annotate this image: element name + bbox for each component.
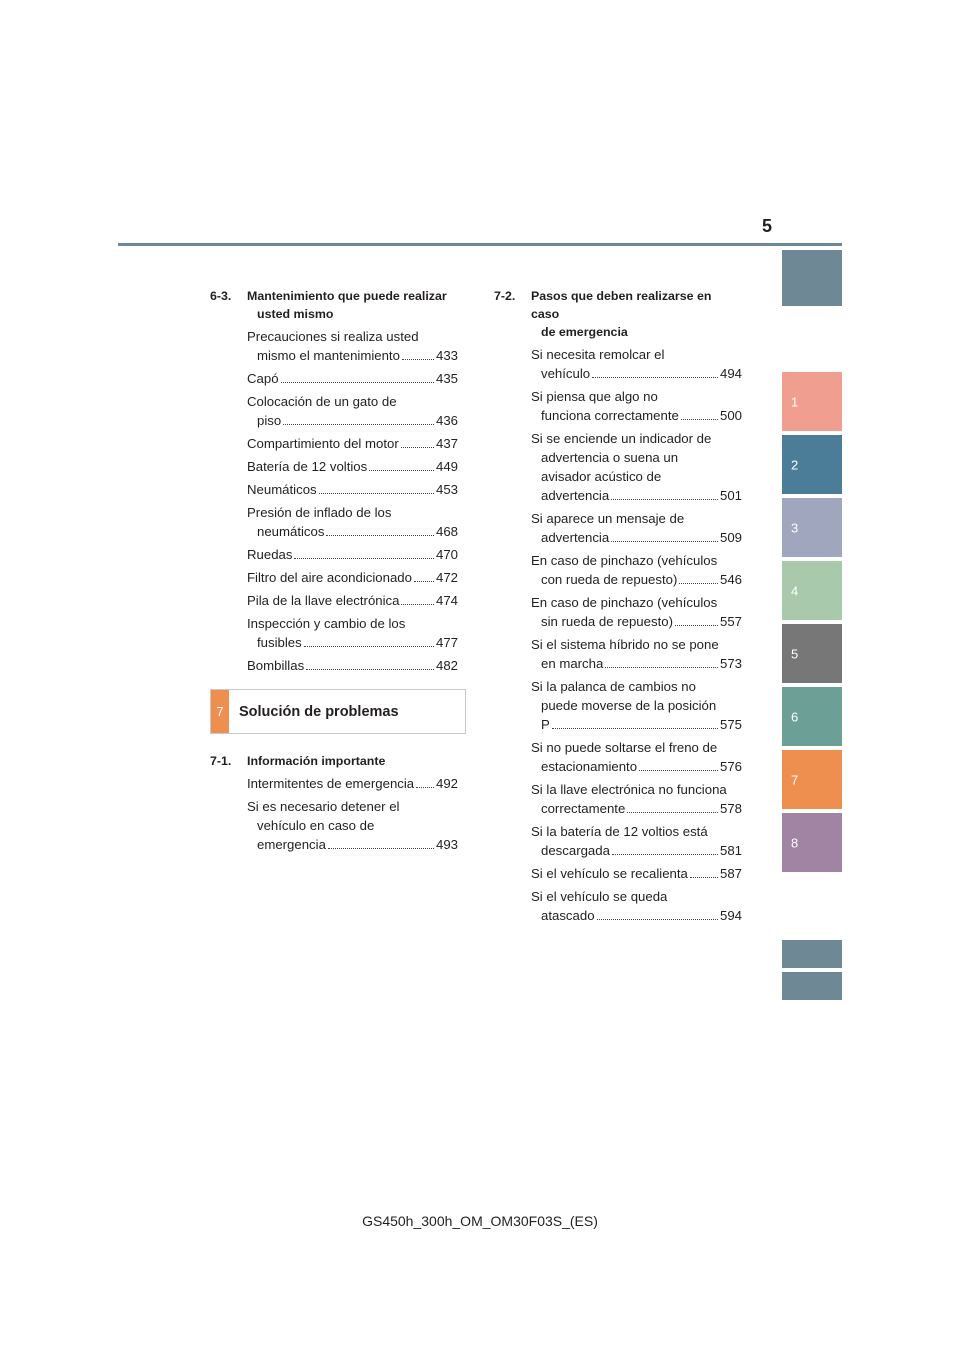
toc-page-number[interactable]: 472 [435,570,458,585]
toc-entry[interactable] [531,509,742,547]
dot-leader [326,535,434,536]
toc-entry[interactable] [247,614,458,652]
toc-entry[interactable] [531,822,742,860]
toc-entry-last-line [247,434,458,453]
dot-leader [611,541,718,542]
toc-entry-text: Capó [247,371,279,386]
toc-entry[interactable] [247,774,458,793]
toc-entry-last-line [247,568,458,587]
toc-entry-text: advertencia [541,488,610,503]
toc-entry-text: descargada [541,843,610,858]
toc-section-6-3 [210,287,458,323]
toc-entry-last-line [247,369,458,388]
toc-page-number[interactable]: 449 [435,459,458,474]
toc-entry[interactable] [247,434,458,453]
toc-entry-last-line [247,633,458,652]
toc-entry[interactable] [247,457,458,476]
toc-left-column [210,287,458,679]
dot-leader [283,424,434,425]
tab-chapter-8[interactable] [782,813,842,872]
dot-leader [592,377,718,378]
toc-entry[interactable] [247,568,458,587]
toc-entry-text: Bombillas [247,658,305,673]
toc-entry-last-line [247,457,458,476]
toc-entry-text: Si el vehículo se queda [531,889,668,904]
toc-entry[interactable] [531,635,742,673]
dot-leader [401,604,434,605]
toc-entry[interactable] [531,429,742,505]
dot-leader [294,558,434,559]
toc-entry-text: En caso de pinchazo (vehículos [531,595,718,610]
tab-blank-bottom-1[interactable] [782,940,842,968]
toc-entry-text: En caso de pinchazo (vehículos [531,553,718,568]
header-rule [118,243,842,246]
dot-leader [611,499,718,500]
section-number: 7-1. [210,754,232,768]
toc-page-number[interactable]: 581 [719,843,742,858]
toc-entry-text: Si la llave electrónica no funciona [531,782,727,797]
toc-entry-text: piso [257,413,282,428]
toc-entry-text: Si piensa que algo no [531,389,658,404]
toc-entry[interactable] [247,480,458,499]
chapter-number: 7 [211,690,229,733]
toc-entry-text: neumáticos [257,524,325,539]
toc-entry[interactable] [531,738,742,776]
toc-entry-text: Si es necesario detener el [247,799,400,814]
toc-entry-text: P [541,717,550,732]
toc-entry-last-line [247,656,458,675]
toc-entry-text: emergencia [257,837,326,852]
section-number: 7-2. [494,289,516,303]
tab-label: 4 [791,583,799,598]
dot-leader [402,359,434,360]
toc-page-number[interactable]: 500 [719,408,742,423]
toc-page-number[interactable]: 546 [719,572,742,587]
toc-page-number[interactable]: 501 [719,488,742,503]
toc-section-7-1 [210,752,458,770]
tab-label: 5 [791,646,799,661]
toc-entry-text: atascado [541,908,595,923]
toc-page-number[interactable]: 594 [719,908,742,923]
page-number: 5 [761,216,772,236]
toc-entry-text: advertencia o suena un [541,450,679,465]
section-title-line: usted mismo [257,307,334,321]
toc-entry-text: Intermitentes de emergencia [247,776,415,791]
toc-entry-last-line [247,591,458,610]
toc-entry-last-line [531,612,742,631]
toc-entry-last-line [531,906,742,925]
tab-chapter-3[interactable] [782,498,842,557]
toc-entry-last-line [531,715,742,734]
toc-entry-text: Colocación de un gato de [247,394,397,409]
toc-entry-text: Si no puede soltarse el freno de [531,740,718,755]
dot-leader [552,728,718,729]
dot-leader [605,667,718,668]
toc-section-7-2 [494,287,742,341]
dot-leader [319,493,434,494]
tab-chapter-5[interactable] [782,624,842,683]
dot-leader [612,854,718,855]
toc-page-number[interactable]: 437 [435,436,458,451]
tab-chapter-1[interactable] [782,372,842,431]
toc-entry-text: advertencia [541,530,610,545]
toc-entry-text: Si se enciende un indicador de [531,431,712,446]
dot-leader [328,848,434,849]
toc-page-number[interactable]: 436 [435,413,458,428]
toc-page-number[interactable]: 578 [719,801,742,816]
section-title-line: Pasos que deben realizarse en caso [531,289,712,321]
toc-entry-last-line [247,346,458,365]
toc-entry[interactable] [531,593,742,631]
tab-chapter-6[interactable] [782,687,842,746]
toc-entry[interactable] [247,591,458,610]
toc-entry[interactable] [247,327,458,365]
dot-leader [675,625,718,626]
section-title-line: Mantenimiento que puede realizar [247,289,447,303]
toc-entry-text: con rueda de repuesto) [541,572,678,587]
dot-leader [627,812,718,813]
toc-entry-last-line [247,545,458,564]
chapter-title: Solución de problemas [239,703,399,720]
toc-left-column-lower [210,752,458,858]
toc-right-column [494,287,742,929]
toc-entry-last-line [531,799,742,818]
section-title [247,752,458,770]
toc-entry[interactable] [247,503,458,541]
toc-entry-last-line [531,841,742,860]
toc-entry-text: vehículo [541,366,591,381]
dot-leader [639,770,718,771]
toc-entry[interactable] [531,887,742,925]
toc-entry-last-line [531,864,742,883]
toc-page-number[interactable]: 474 [435,593,458,608]
toc-entry-last-line [531,486,742,505]
toc-entry[interactable] [531,780,742,818]
toc-entry-text: Compartimiento del motor [247,436,399,451]
toc-page-number[interactable]: 575 [719,717,742,732]
chapter-heading [210,689,466,734]
toc-page-number[interactable]: 453 [435,482,458,497]
dot-leader [304,646,434,647]
toc-entry-text: Presión de inflado de los [247,505,392,520]
toc-entry-text: Si aparece un mensaje de [531,511,685,526]
toc-entry[interactable] [247,369,458,388]
tab-chapter-7[interactable] [782,750,842,809]
toc-entry[interactable] [531,387,742,425]
dot-leader [306,669,434,670]
dot-leader [281,382,434,383]
toc-entry-text: fusibles [257,635,302,650]
dot-leader [690,877,718,878]
toc-entry-text: sin rueda de repuesto) [541,614,673,629]
toc-page-number[interactable]: 573 [719,656,742,671]
toc-page-number[interactable]: 477 [435,635,458,650]
toc-entry-text: Filtro del aire acondicionado [247,570,412,585]
toc-entry-text: Batería de 12 voltios [247,459,368,474]
toc-entry[interactable] [531,677,742,734]
toc-page-number[interactable]: 587 [719,866,742,881]
dot-leader [416,787,434,788]
toc-entries [210,327,458,675]
toc-page-number[interactable]: 492 [435,776,458,791]
toc-entry-text: funciona correctamente [541,408,679,423]
dot-leader [597,919,718,920]
toc-entry-text: en marcha [541,656,604,671]
toc-entry-text: estacionamiento [541,759,638,774]
dot-leader [401,447,434,448]
toc-entry-text: puede moverse de la posición [541,698,717,713]
toc-entry-text: Si necesita remolcar el [531,347,665,362]
toc-page-number[interactable]: 494 [719,366,742,381]
tab-label: 3 [791,520,799,535]
toc-entry-text: vehículo en caso de [257,818,375,833]
dot-leader [681,419,718,420]
toc-entry-text: Pila de la llave electrónica [247,593,400,608]
section-title [531,287,742,341]
toc-entries [210,774,458,854]
toc-entry-text: avisador acústico de [541,469,662,484]
tab-blank-bottom-2[interactable] [782,972,842,1000]
tab-label: 6 [791,709,799,724]
tab-label: 7 [791,772,799,787]
toc-page-number[interactable]: 493 [435,837,458,852]
toc-entry-text: correctamente [541,801,626,816]
toc-page-number[interactable]: 557 [719,614,742,629]
section-title-line: de emergencia [541,325,628,339]
toc-entry-last-line [531,364,742,383]
toc-entry-last-line [247,835,458,854]
toc-entry[interactable] [247,656,458,675]
toc-entries [494,345,742,925]
document-footer: GS450h_300h_OM_OM30F03S_(ES) [362,1213,598,1229]
dot-leader [414,581,434,582]
tab-blank-top[interactable] [782,250,842,306]
toc-entry-text: Inspección y cambio de los [247,616,406,631]
toc-page-number[interactable]: 435 [435,371,458,386]
toc-entry[interactable] [247,797,458,854]
toc-entry-last-line [247,480,458,499]
toc-entry-text: Si el vehículo se recalienta [531,866,688,881]
tab-label: 2 [791,457,799,472]
toc-entry-last-line [531,406,742,425]
toc-entry[interactable] [247,392,458,430]
toc-entry-text: Ruedas [247,547,293,562]
toc-entry[interactable] [531,864,742,883]
tab-label: 1 [791,394,799,409]
section-title [247,287,458,323]
toc-entry[interactable] [247,545,458,564]
toc-entry-last-line [247,522,458,541]
toc-entry[interactable] [531,345,742,383]
toc-entry[interactable] [531,551,742,589]
toc-entry-last-line [247,774,458,793]
tab-chapter-4[interactable] [782,561,842,620]
toc-entry-last-line [531,528,742,547]
toc-entry-last-line [531,570,742,589]
toc-entry-last-line [247,411,458,430]
toc-entry-text: Precauciones si realiza usted [247,329,419,344]
toc-page-number[interactable]: 468 [435,524,458,539]
toc-page-number[interactable]: 470 [435,547,458,562]
section-number: 6-3. [210,289,232,303]
tab-label: 8 [791,835,799,850]
toc-entry-last-line [531,757,742,776]
toc-page-number[interactable]: 482 [435,658,458,673]
dot-leader [679,583,718,584]
toc-page-number[interactable]: 433 [435,348,458,363]
toc-entry-text: Neumáticos [247,482,317,497]
dot-leader [369,470,434,471]
toc-page-number[interactable]: 509 [719,530,742,545]
tab-chapter-2[interactable] [782,435,842,494]
toc-entry-last-line [531,654,742,673]
toc-entry-text: Si la palanca de cambios no [531,679,696,694]
section-title-line: Información importante [247,754,386,768]
toc-entry-text: Si la batería de 12 voltios está [531,824,708,839]
toc-entry-text: Si el sistema híbrido no se pone [531,637,719,652]
toc-entry-text: mismo el mantenimiento [257,348,400,363]
toc-page-number[interactable]: 576 [719,759,742,774]
